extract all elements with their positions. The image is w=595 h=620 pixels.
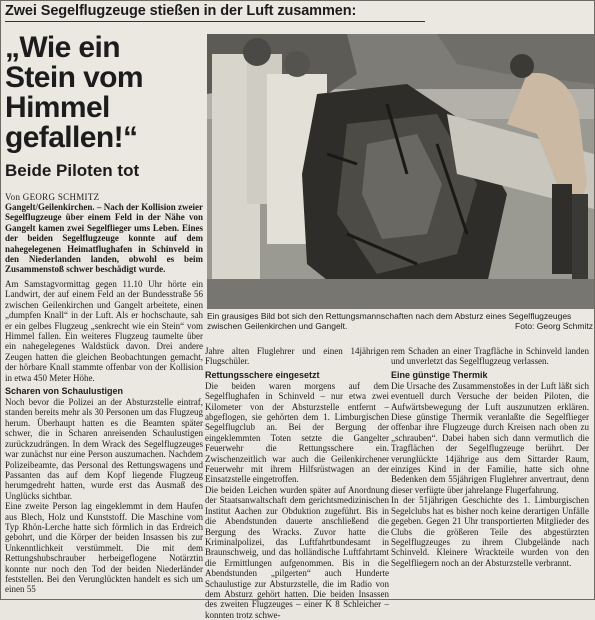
paragraph: Jahre alten Fluglehrer und einen 14jährigen Flugschüler. — [205, 346, 389, 367]
section-heading: Eine günstige Thermik — [391, 369, 488, 380]
caption-text: Ein grausiges Bild bot sich den Rettungsmannschaften nach dem Absturz eines Segelflugzeuges zwischen Geilenkirchen und Gangelt. — [207, 311, 572, 331]
photo-illustration — [207, 34, 594, 309]
article-column-2 — [205, 346, 389, 620]
paragraph: Am Samstagvormittag gegen 11.10 Uhr hörte ein Landwirt, der auf einem Feld an der Bundesstraße 56 zwischen Geilenkirchen und Gangelt arbeitete, einen „dumpfen Knall“ in der Luft. Als er hochschaute, sah er ein gelbes Flugzeug „senkrecht wie ein Stein“ vom Himmel fallen. Ein weiteres Flugzeug taumelte über ein nahegelegenes Waldstück davon. Drei andere Zeugen hatten die gleichen Beobachtungen gemacht, der hörbare Knall stammte offenbar von der Kollision in etwa 450 Meter Höhe. — [5, 279, 203, 383]
section-heading: Rettungsschere eingesetzt — [205, 369, 320, 380]
paragraph: Die beiden Leichen wurden später auf Anordnung der Staatsanwaltschaft dem gerichtsmedizinischen Institut Aachen zur Obduktion zugeführt. Bis in die Abendstunden dauerte anschließend die Bergung des Wracks. Zuvor hatte die Kriminalpolizei, das Luftfahrtbundesamt in Braunschweig, und das holländische Luftfahrtamt die Ermittlungen aufgenommen. Bis in die Abendstunden „pilgerten“ auch Hunderte Schaulustige zur Absturzstelle, die im Radio von dem Absturz gehört hatten. Die beiden Insassen des zweiten Flugzeuges – einer K 8 Schleicher – konnten trotz schwe- — [205, 484, 389, 620]
paragraph: Eine zweite Person lag eingeklemmt in dem Haufen aus Blech, Holz und Kunststoff. Die Maschine vom Typ Rhön-Lerche hatte sich förmlich in das Erdreich gebohrt, und die Körper der beiden Insassen bis zur Unkenntlichkeit verstümmelt. Die mit dem Rettungshubschrauber herbeigeflogene Notärztin konnte nur noch den Tod der beiden Niederländer feststellen. Bei den Verunglückten handelt es sich um einen 55 — [5, 501, 203, 595]
paragraph: rem Schaden an einer Tragfläche in Schinveld landen und unverletzt das Segelflugzeug verlassen. — [391, 346, 589, 367]
paragraph: Noch bevor die Polizei an der Absturzstelle eintraf, standen bereits mehr als 30 Personen um das Flugzeug herum. Überhaupt hatten es die Beamten später schwer, die in Scharen anreisenden Schaulustigen zurückzudrängen. In dem Wrack des Segelflugzeuges war zunächst nur eine Person auszumachen. Nachdem Polizeibeamte, das Personal des Rettungswagens und Passanten das auf dem Kopf liegende Flugzeug herumgedreht hatten, wurde erst das Ausmaß des Unglücks sichtbar. — [5, 397, 203, 501]
article-column-3 — [391, 346, 589, 568]
photo-credit: Foto: Georg Schmitz — [515, 321, 593, 331]
headline: „Wie ein Stein vom Himmel gefallen!“ — [5, 31, 143, 154]
paragraph: Die Ursache des Zusammenstoßes in der Luft läßt sich eventuell durch Versuche der beiden Piloten, die Aufwärtsbewegung der Luft auszunutzen erklären. Diese günstige Thermik veranlaßte die Segelflieger offenbar ihre Flugzeuge durch Kreisen nach oben zu „schrauben“. Dabei haben sich dann vermutlich die Tragflächen der Segelflugzeuge berührt. Der verunglückte 14jährige aus dem Sittarder Raum, einziges Kind in der Familie, hatte sich ohne Bedenken dem 55jährigen Fluglehrer anvertraut, denn dieser verfügte über jahrelange Flugerfahrung. — [391, 380, 589, 495]
crash-site-photo — [207, 34, 594, 309]
byline: Von GEORG SCHMITZ — [5, 192, 100, 202]
paragraph: Die beiden waren morgens auf dem Segelflughafen in Schinveld – nur etwa zwei Kilometer von der Absturzstelle entfernt – abgeflogen, sie gehörten dem 1. Limburgischen Segelflugclub an. Bei der Bergung der eingeklemmten Toten setzte die Gangelter Feuerwehr die Rettungsschere ein. Zwischenzeitlich war auch die Geilenkirchener Feuerwehr mit ihrem Hilfsrüstwagen an der Einsatzstelle eingetroffen. — [205, 380, 389, 485]
kicker-line: Zwei Segelflugzeuge stießen in der Luft zusammen: — [5, 3, 425, 22]
photo-caption — [207, 311, 593, 331]
lead-paragraph: Gangelt/Geilenkirchen. – Nach der Kollision zweier Segelflugzeuge über einem Feld in der Nähe von Gangelt kamen zwei Segelflieger ums Leben. Eines der beiden Segelflugzeuge konnte auf dem nahegelegenen Heimatflughafen in Schinveld in den Niederlanden landen, obwohl es beim Zusammenstoß schwer beschädigt wurde. — [5, 202, 203, 275]
paragraph: In der 51jährigen Geschichte des 1. Limburgischen Segelclubs hat es bisher noch keine derartigen Unfälle gegeben. Gegen 21 Uhr transportierten Mitglieder des Clubs die größeren Teile des abgestürzten Segelflugzeuges zu ihrem Clubgelände nach Schinveld. Kleinere Wrackteile wurden von den Segelfliegern noch an der Absturzstelle verbrannt. — [391, 495, 589, 568]
section-heading: Scharen von Schaulustigen — [5, 386, 124, 397]
subheadline: Beide Piloten tot — [5, 161, 140, 180]
article-column-1 — [5, 279, 203, 595]
